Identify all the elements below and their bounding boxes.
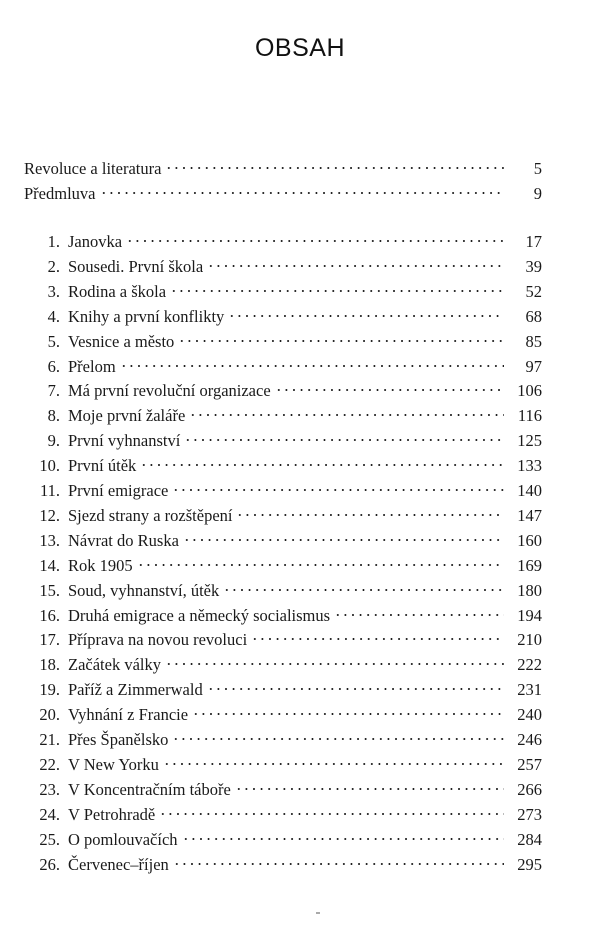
dot-leader	[251, 637, 504, 641]
toc-entry-label: Soud, vyhnanství, útěk	[68, 580, 220, 600]
toc-entry-label: Sjezd strany a rozštěpení	[68, 505, 233, 525]
toc-chapter-entry	[20, 729, 542, 751]
toc-chapter-entry	[20, 580, 542, 602]
toc-entry-label: O pomlouvačích	[68, 829, 178, 849]
toc-chapter-entry	[20, 829, 542, 851]
toc-entry-label: Má první revoluční organizace	[68, 381, 271, 401]
toc-chapter-number: 14.	[39, 555, 60, 575]
toc-page-number: 39	[525, 256, 542, 276]
dot-leader	[100, 191, 505, 195]
toc-chapter-number: 9.	[47, 431, 60, 451]
toc-chapter-number: 22.	[39, 754, 60, 774]
toc-entry-label: V Koncentračním táboře	[68, 779, 231, 799]
toc-entry-label: Příprava na novou revoluci	[68, 630, 248, 650]
toc-page-number: 17	[525, 232, 542, 251]
toc-page-number: 85	[525, 331, 542, 351]
toc-chapter-number: 10.	[39, 456, 60, 476]
dot-leader	[275, 388, 504, 392]
toc-entry-label: Vesnice a město	[68, 331, 175, 351]
toc-chapter-number: 4.	[47, 306, 60, 326]
dot-leader	[120, 364, 504, 368]
toc-chapter-entry	[20, 654, 542, 676]
toc-chapter-entry	[20, 505, 542, 527]
dot-leader	[192, 712, 504, 716]
toc-chapter-entry	[20, 679, 542, 701]
toc-page-number: 169	[517, 555, 542, 575]
dot-leader	[137, 563, 504, 567]
dot-leader	[178, 339, 504, 343]
dot-leader	[165, 662, 504, 666]
dot-leader	[172, 488, 504, 492]
toc-chapter-entry	[20, 754, 542, 776]
toc-chapter-entry	[20, 356, 542, 378]
dot-leader	[163, 762, 504, 766]
toc-entry-label: Druhá emigrace a německý socialismus	[68, 605, 331, 625]
toc-chapter-entry	[20, 779, 542, 801]
toc-page-number: 266	[517, 779, 542, 799]
toc-chapter-number: 2.	[47, 256, 60, 276]
toc-entry-label: Vyhnání z Francie	[68, 705, 189, 725]
dot-leader	[207, 264, 504, 268]
page-title: OBSAH	[254, 34, 346, 62]
toc-page-number: 140	[517, 481, 542, 500]
dot-leader	[228, 314, 504, 318]
dot-leader	[182, 837, 504, 841]
toc-entry-label: V Petrohradě	[68, 804, 156, 824]
toc-entry-label: Rodina a škola	[68, 281, 167, 301]
toc-chapter-number: 21.	[39, 730, 60, 749]
dot-leader	[140, 463, 504, 467]
toc-chapter-number: 11.	[39, 481, 60, 500]
toc-chapter-number: 8.	[47, 406, 60, 426]
toc-chapter-entry	[20, 256, 542, 278]
toc-page-number: 68	[525, 306, 542, 326]
toc-chapter-entry	[20, 804, 542, 826]
dot-leader	[159, 812, 504, 816]
toc-chapter-number: 23.	[39, 779, 60, 799]
toc-page-number: 106	[517, 381, 542, 401]
toc-front-entry	[24, 183, 542, 205]
toc-chapter-entry	[20, 480, 542, 502]
toc-chapter-number: 1.	[47, 232, 60, 251]
toc-page-number: 5	[533, 159, 542, 178]
toc-entry-label: Revoluce a literatura	[24, 159, 162, 178]
toc-chapter-number: 12.	[39, 505, 60, 525]
page-speck	[316, 912, 320, 914]
toc-entry-label: Knihy a první konflikty	[68, 306, 225, 326]
toc-chapter-entry	[20, 455, 542, 477]
toc-page-number: 284	[517, 829, 542, 849]
toc-chapter-entry	[20, 629, 542, 651]
toc-entry-label: Začátek války	[68, 655, 161, 675]
dot-leader	[207, 687, 504, 691]
toc-entry-label: První emigrace	[68, 481, 169, 500]
toc-page-number: 222	[517, 655, 542, 675]
toc-front-entry	[24, 158, 542, 180]
toc-entry-label: První útěk	[68, 456, 137, 476]
toc-chapter-number: 20.	[39, 705, 60, 725]
toc-chapter-number: 13.	[39, 530, 60, 550]
dot-leader	[223, 588, 504, 592]
toc-chapter-entry	[20, 555, 542, 577]
toc-page-number: 9	[533, 184, 542, 203]
dot-leader	[173, 862, 504, 866]
dot-leader	[170, 289, 504, 293]
toc-chapter-number: 3.	[47, 281, 60, 301]
toc-chapter-number: 24.	[39, 804, 60, 824]
toc-page-number: 180	[517, 580, 542, 600]
toc-page-number: 295	[517, 854, 542, 874]
toc-chapter-entry	[20, 854, 542, 876]
toc-entry-label: Rok 1905	[68, 555, 133, 575]
toc-chapter-entry	[20, 331, 542, 353]
toc-entry-label: V New Yorku	[68, 754, 159, 774]
toc-chapter-number: 18.	[39, 655, 60, 675]
toc-page-number: 194	[517, 605, 542, 625]
toc-chapter-entry	[20, 530, 542, 552]
toc-chapter-entry	[20, 405, 542, 427]
toc-chapter-entry	[20, 380, 542, 402]
dot-leader	[184, 438, 504, 442]
toc-chapter-entry	[20, 231, 542, 253]
toc-chapter-number: 7.	[47, 381, 60, 401]
toc-chapter-number: 15.	[39, 580, 60, 600]
dot-leader	[235, 787, 504, 791]
dot-leader	[126, 239, 504, 243]
toc-chapter-entry	[20, 430, 542, 452]
toc-entry-label: Přelom	[68, 356, 116, 376]
toc-page-number: 52	[525, 281, 542, 301]
toc-chapter-number: 26.	[39, 854, 60, 874]
toc-entry-label: Červenec–říjen	[68, 854, 169, 874]
toc-chapter-entry	[20, 704, 542, 726]
toc-entry-label: Paříž a Zimmerwald	[68, 680, 203, 700]
toc-page-number: 97	[525, 356, 542, 376]
toc-page-number: 273	[517, 804, 542, 824]
dot-leader	[183, 538, 504, 542]
toc-entry-label: Moje první žaláře	[68, 406, 186, 426]
toc-page-number: 257	[517, 754, 542, 774]
toc-page-number: 231	[517, 680, 542, 700]
toc-page-number: 147	[517, 505, 542, 525]
toc-chapter-number: 16.	[39, 605, 60, 625]
toc-entry-label: Předmluva	[24, 184, 96, 203]
toc-chapter-entry	[20, 306, 542, 328]
toc-chapter-number: 25.	[39, 829, 60, 849]
toc-page-number: 210	[517, 630, 542, 650]
toc-page-number: 240	[517, 705, 542, 725]
toc-entry-label: Návrat do Ruska	[68, 530, 179, 550]
toc-chapter-entry	[20, 605, 542, 627]
dot-leader	[172, 737, 504, 741]
dot-leader	[165, 166, 504, 170]
dot-leader	[236, 513, 504, 517]
toc-page-number: 246	[517, 730, 542, 749]
toc-page-number: 116	[517, 406, 542, 426]
toc-page-number: 125	[517, 431, 542, 451]
toc-entry-label: Sousedi. První škola	[68, 256, 204, 276]
dot-leader	[189, 413, 504, 417]
toc-chapter-number: 5.	[47, 331, 60, 351]
toc-page-number: 160	[517, 530, 542, 550]
toc-page-number: 133	[517, 456, 542, 476]
toc-entry-label: Přes Španělsko	[68, 730, 169, 749]
toc-entry-label: První vyhnanství	[68, 431, 181, 451]
dot-leader	[334, 613, 504, 617]
toc-chapter-number: 6.	[47, 356, 60, 376]
toc-chapter-entry	[20, 281, 542, 303]
toc-chapter-number: 17.	[39, 630, 60, 650]
toc-entry-label: Janovka	[68, 232, 123, 251]
toc-chapter-number: 19.	[39, 680, 60, 700]
